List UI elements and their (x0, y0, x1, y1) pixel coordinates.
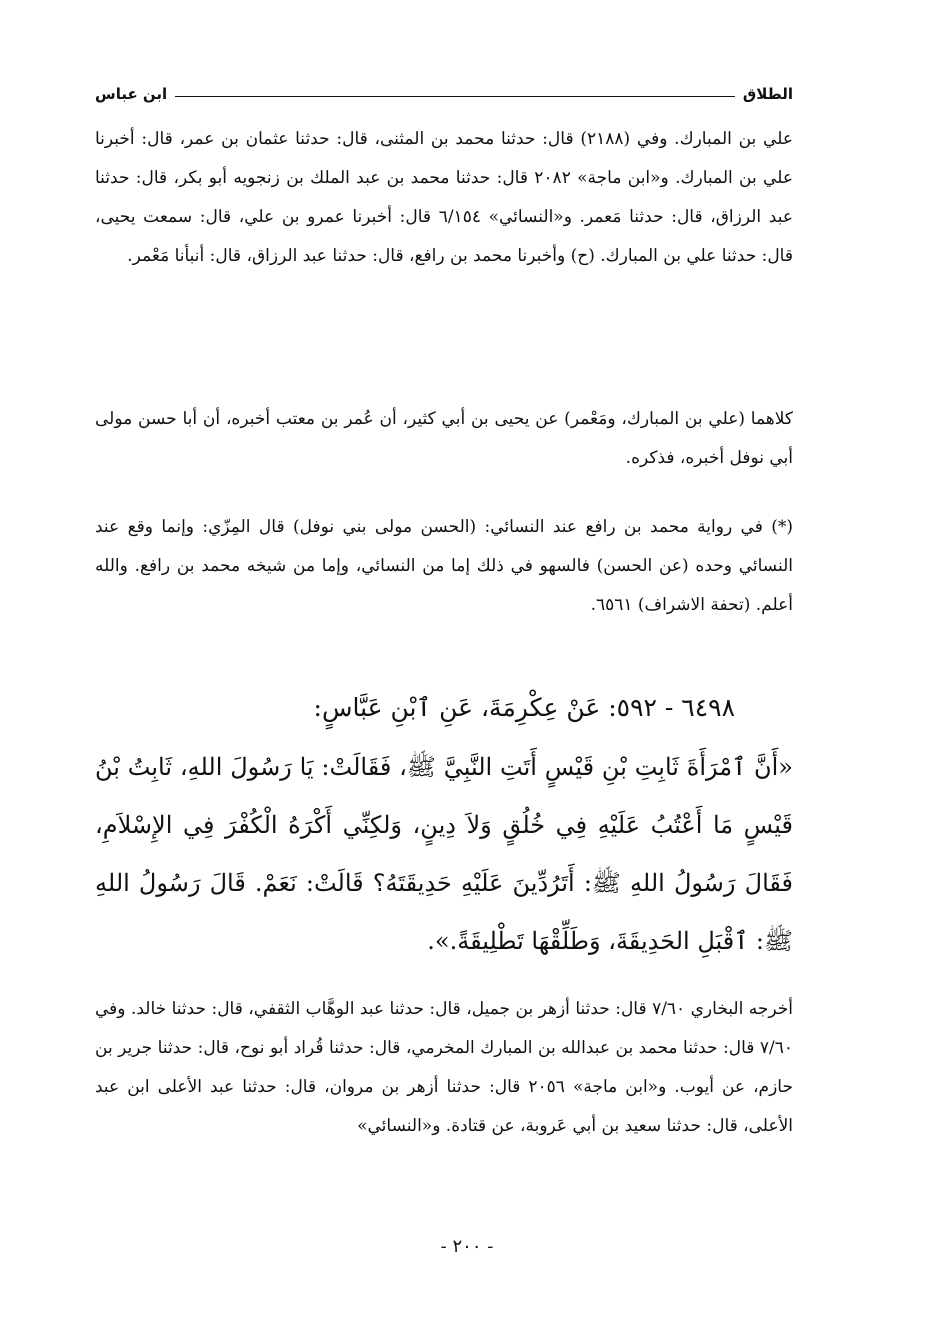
chapter-title: الطلاق (742, 85, 793, 103)
running-header (95, 82, 793, 106)
page-number: - ٢٠٠ - (440, 1236, 494, 1257)
hadith-text: «أَنَّ ٱمْرَأَةَ ثَابِتِ بْنِ قَيْسٍ أَتَتِ النَّبِيَّ ﷺ، فَقَالَتْ: يَا رَسُولَ اللهِ، ثَابِتُ بْنُ قَيْسٍ مَا أَعْتُبُ عَلَيْهِ فِي خُلُقٍ وَلاَ دِينٍ، وَلكِنِّي أَكْرَهُ الْكُفْرَ فِي الإِسْلاَمِ، فَقَالَ رَسُولُ اللهِ ﷺ: أَتَرُدِّينَ عَلَيْهِ حَدِيقَتَهُ؟ قَالَتْ: نَعَمْ. قَالَ رَسُولُ اللهِ ﷺ: ٱقْبَلِ الحَدِيقَةَ، وَطَلِّقْهَا تَطْلِيقَةً.». (95, 753, 793, 955)
footnote-paragraph: (*) في رواية محمد بن رافع عند النسائي: (الحسن مولى بني نوفل) قال المِزّي: وإنما وقع عند النسائي وحده (عن الحسن) فالسهو في ذلك إما من النسائي، وإما من شيخه محمد بن رافع. والله أعلم. (تحفة الاشراف) ٦٥٦١. (95, 517, 793, 615)
header-rule (175, 96, 735, 97)
section-title: ابن عباس (95, 85, 168, 103)
isnad-paragraph-1: علي بن المبارك. وفي (٢١٨٨) قال: حدثنا محمد بن المثنى، قال: حدثنا عثمان بن عمر، قال: أخبرنا علي بن المبارك. و«ابن ماجة» ٢٠٨٢ قال: حدثنا محمد بن عبد الملك بن زنجويه أبو بكر، قال: حدثنا عبد الرزاق، قال: حدثنا مَعمر. و«النسائي» ٦/١٥٤ قال: أخبرنا عمرو بن علي، قال: سمعت يحيى، قال: حدثنا علي بن المبارك. (ح) وأخبرنا محمد بن رافع، قال: حدثنا عبد الرزاق، قال: أنبأنا مَعْمر. (95, 129, 793, 266)
hadith-heading: ٦٤٩٨ - ٥٩٢: عَنْ عِكْرِمَةَ، عَنِ ٱبْنِ عَبَّاسٍ: (313, 693, 735, 722)
takhrij-paragraph: أخرجه البخاري ٧/٦٠ قال: حدثنا أزهر بن جميل، قال: حدثنا عبد الوهَّاب الثقفي، قال: حدثنا خالد. وفي ٧/٦٠ قال: حدثنا محمد بن عبدالله بن المبارك المخرمي، قال: حدثنا قُراد أبو نوح، قال: حدثنا جرير بن حازم، عن أيوب. و«ابن ماجة» ٢٠٥٦ قال: حدثنا أزهر بن مروان، قال: حدثنا عبد الأعلى ابن عبد الأعلى، قال: حدثنا سعيد بن أبي عَروبة، عن قتادة. و«النسائي» (95, 999, 793, 1136)
isnad-paragraph-2: كلاهما (علي بن المبارك، ومَعْمر) عن يحيى بن أبي كثير، أن عُمر بن معتب أخبره، أن أبا حسن مولى أبي نوفل أخبره، فذكره. (95, 409, 794, 468)
